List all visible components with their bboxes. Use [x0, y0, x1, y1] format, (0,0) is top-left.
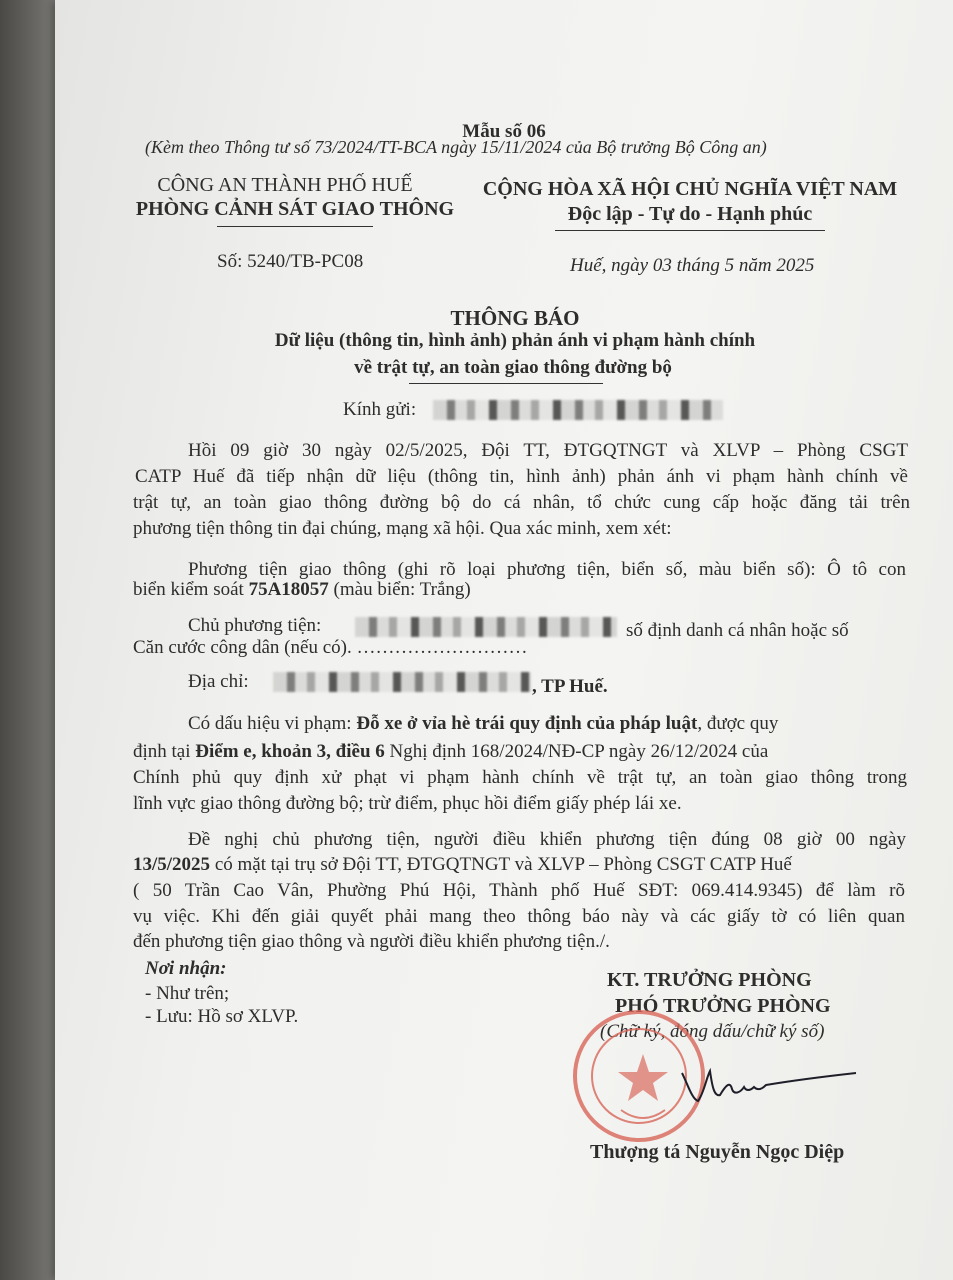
- request-line-5: đến phương tiện giao thông và người điều khiển phương tiện./.: [133, 931, 610, 952]
- regulation-suffix: Nghị định 168/2024/NĐ-CP ngày 26/12/2024 của: [389, 741, 769, 762]
- owner-label: Chủ phương tiện:: [188, 615, 322, 636]
- handwritten-signature: [670, 1055, 860, 1115]
- request-line-3: ( 50 Trần Cao Vân, Phường Phú Hội, Thành phố Huế SĐT: 069.414.9345) để làm rõ: [133, 880, 905, 901]
- redacted-recipient: [433, 400, 723, 420]
- regulation-line-3: lĩnh vực giao thông đường bộ; trừ điểm, phục hồi điểm giấy phép lái xe.: [133, 793, 682, 814]
- agency-line-1: CÔNG AN THÀNH PHỐ HUẾ: [157, 174, 413, 196]
- sign-note: (Chữ ký, đóng dấu/chữ ký số): [600, 1021, 825, 1042]
- document-number: Số: 5240/TB-PC08: [217, 251, 364, 272]
- vehicle-line-2: [133, 579, 471, 601]
- document-page: [55, 0, 953, 1280]
- agency-line-2: PHÒNG CẢNH SÁT GIAO THÔNG: [135, 198, 455, 220]
- redacted-address: [273, 672, 531, 692]
- address-city: , TP Huế.: [532, 676, 608, 697]
- nation-heading: CỘNG HÒA XÃ HỘI CHỦ NGHĨA VIỆT NAM: [482, 178, 898, 200]
- to-label: Kính gửi:: [343, 399, 417, 420]
- regulation-line-2: Chính phủ quy định xử phạt vi phạm hành chính về trật tự, an toàn giao thông trong: [133, 767, 907, 788]
- violation-line-1: [188, 713, 778, 735]
- form-number: Mẫu số 06: [462, 121, 546, 142]
- violation-description: Đỗ xe ở vỉa hè trái quy định của pháp luật: [356, 713, 698, 734]
- request-location: có mặt tại trụ sở Đội TT, ĐTGQTNGT và XLVP – Phòng CSGT CATP Huế: [214, 854, 792, 875]
- subtitle-line-1: Dữ liệu (thông tin, hình ảnh) phản ánh vi phạm hành chính: [274, 330, 756, 351]
- sign-title-2: PHÓ TRƯỞNG PHÒNG: [615, 995, 831, 1017]
- motto-underline: [555, 230, 825, 231]
- paragraph-1-line-4: phương tiện thông tin đại chúng, mạng xã hội. Qua xác minh, xem xét:: [133, 518, 672, 539]
- appointment-date: 13/5/2025: [133, 854, 211, 875]
- vehicle-prefix: biển kiểm soát: [133, 579, 244, 600]
- signer-name: Thượng tá Nguyễn Ngọc Diệp: [590, 1141, 845, 1163]
- subtitle-line-2: về trật tự, an toàn giao thông đường bộ: [354, 357, 672, 378]
- request-line-2: [133, 854, 792, 876]
- owner-id-note: số định danh cá nhân hoặc số: [626, 620, 849, 641]
- plate-color: (màu biển: Trắng): [333, 579, 471, 600]
- vehicle-line-1: Phương tiện giao thông (ghi rõ loại phương tiện, biển số, màu biển số): Ô tô con: [188, 559, 906, 580]
- paragraph-1-line-2: CATP Huế đã tiếp nhận dữ liệu (thông tin, hình ảnh) phản ánh vi phạm hành chính về: [135, 466, 908, 487]
- id-card-line: Căn cước công dân (nếu có). ………………………: [133, 637, 528, 658]
- violation-suffix: , được quy: [697, 713, 779, 734]
- paragraph-1-line-3: trật tự, an toàn giao thông đường bộ do cá nhân, tổ chức cung cấp hoặc đăng tải trên: [133, 492, 910, 513]
- background-edge: [0, 0, 55, 1280]
- paragraph-1-line-1: Hồi 09 giờ 30 ngày 02/5/2025, Đội TT, ĐTGQTNGT và XLVP – Phòng CSGT: [188, 440, 908, 461]
- recipient-item: - Như trên;: [145, 983, 230, 1004]
- sign-title-1: KT. TRƯỞNG PHÒNG: [607, 969, 812, 991]
- request-line-4: vụ việc. Khi đến giải quyết phải mang theo thông báo này và các giấy tờ có liên quan: [133, 906, 905, 927]
- national-motto: Độc lập - Tự do - Hạnh phúc: [567, 203, 813, 225]
- address-label: Địa chỉ:: [188, 671, 249, 692]
- violation-prefix: Có dấu hiệu vi phạm:: [188, 713, 352, 734]
- agency-underline: [217, 226, 373, 227]
- request-line-1: Đề nghị chủ phương tiện, người điều khiển phương tiện đúng 08 giờ 00 ngày: [188, 829, 906, 850]
- attached-note: (Kèm theo Thông tư số 73/2024/TT-BCA ngày 15/11/2024 của Bộ trưởng Bộ Công an): [145, 137, 767, 157]
- regulation-point: Điểm e, khoản 3, điều 6: [195, 741, 385, 762]
- document-date: Huế, ngày 03 tháng 5 năm 2025: [570, 255, 815, 276]
- regulation-prefix: định tại: [133, 741, 191, 762]
- title-underline: [409, 383, 603, 384]
- recipients-label: Nơi nhận:: [145, 958, 227, 979]
- regulation-line-1: [133, 741, 768, 763]
- recipient-item: - Lưu: Hồ sơ XLVP.: [145, 1006, 299, 1027]
- license-plate: 75A18057: [248, 579, 329, 600]
- redacted-owner: [355, 617, 617, 637]
- document-title: THÔNG BÁO: [450, 306, 580, 330]
